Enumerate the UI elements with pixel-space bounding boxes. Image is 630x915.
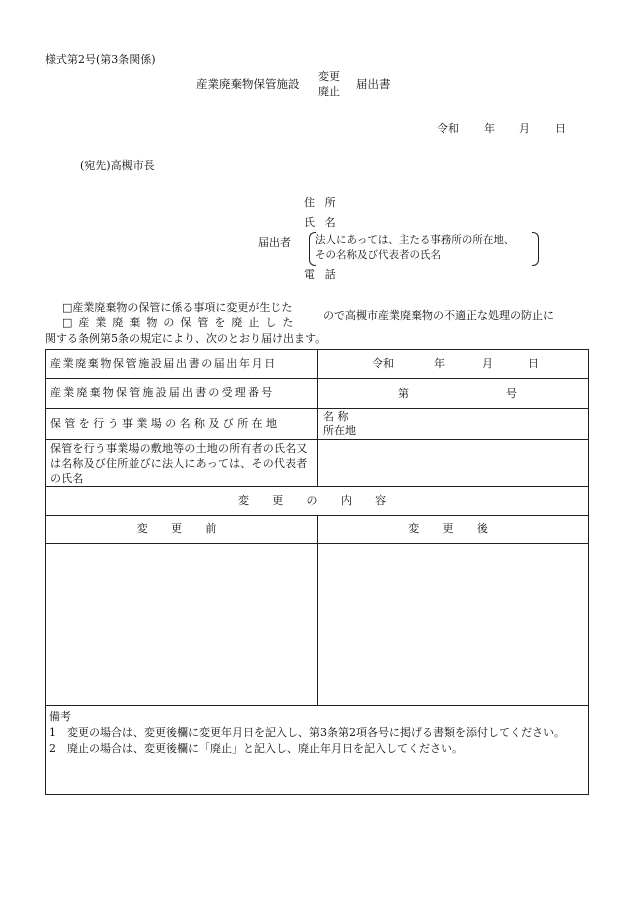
- date-era: 令和: [437, 122, 459, 135]
- after-content: [318, 544, 589, 706]
- date-day: 日: [555, 122, 566, 135]
- addressee: (宛先)高槻市長: [80, 159, 155, 172]
- form-table: [45, 349, 589, 795]
- title-suffix: 届出書: [356, 77, 391, 91]
- row3-label: 保管を行う事業場の名称及び所在地: [46, 409, 318, 440]
- before-content: [46, 544, 318, 706]
- date-month: 月: [519, 122, 530, 135]
- statement-continuation: ので高槻市産業廃棄物の不適正な処理の防止に: [323, 309, 554, 322]
- table-row: [46, 350, 589, 379]
- table-row: [46, 379, 589, 409]
- before-header: 変 更 前: [46, 516, 318, 544]
- option-abolish: □産業廃棄物の保管を廃止した: [62, 316, 300, 329]
- form-title: [196, 70, 416, 100]
- table-row: [46, 440, 589, 487]
- table-row: [46, 409, 589, 440]
- date-year: 年: [484, 122, 495, 135]
- title-abolish: 廃止: [318, 85, 340, 98]
- phone-label: 電 話: [304, 268, 339, 281]
- statement-line2: 関する条例第5条の規定により、次のとおり届け出ます。: [45, 332, 327, 345]
- form-number: 様式第2号(第3条関係): [45, 53, 156, 66]
- row1-era: 令和: [372, 357, 394, 370]
- row2-label: 産業廃棄物保管施設届出書の受理番号: [46, 379, 318, 409]
- notifier-label: 届出者: [258, 236, 291, 249]
- title-main: 産業廃棄物保管施設: [196, 77, 300, 91]
- bracket-right: [532, 232, 539, 266]
- address-label: 住 所: [304, 196, 339, 209]
- name-label: 氏 名: [304, 216, 339, 229]
- title-change: 変更: [318, 70, 340, 83]
- after-header: 変 更 後: [318, 516, 589, 544]
- notes-title: 備考: [49, 710, 71, 723]
- table-row: [46, 544, 589, 706]
- corp-note-line1: 法人にあっては、主たる事務所の所在地、: [315, 234, 515, 246]
- row4-value: [318, 440, 589, 487]
- row3-name-label: 名 称: [323, 410, 349, 423]
- table-row: [46, 706, 589, 795]
- row4-label: 保管を行う事業場の敷地等の土地の所有者の氏名又は名称及び住所並びに法人にあっては、その代表者の氏名: [46, 440, 318, 487]
- row1-year: 年: [434, 357, 445, 370]
- row2-number: [318, 379, 589, 409]
- row3-location-label: 所在地: [323, 424, 356, 437]
- row1-day: 日: [528, 357, 539, 370]
- section-header: 変 更 の 内 容: [46, 487, 589, 516]
- row1-label: 産業廃棄物保管施設届出書の届出年月日: [46, 350, 318, 379]
- row1-date: [318, 350, 589, 379]
- table-row: [46, 487, 589, 516]
- note-1: 1 変更の場合は、変更後欄に変更年月日を記入し、第3条第2項各号に掲げる書類を添付してください。: [49, 726, 565, 739]
- corp-note-line2: その名称及び代表者の氏名: [315, 249, 441, 261]
- option-change: □産業廃棄物の保管に係る事項に変更が生じた: [62, 301, 293, 314]
- row1-month: 月: [482, 357, 493, 370]
- note-2: 2 廃止の場合は、変更後欄に「廃止」と記入し、廃止年月日を記入してください。: [49, 742, 463, 755]
- row3-fields: [318, 409, 589, 440]
- row2-dai: 第: [398, 386, 409, 400]
- table-row: [46, 516, 589, 544]
- notes-cell: [46, 706, 589, 795]
- row2-go: 号: [506, 386, 517, 400]
